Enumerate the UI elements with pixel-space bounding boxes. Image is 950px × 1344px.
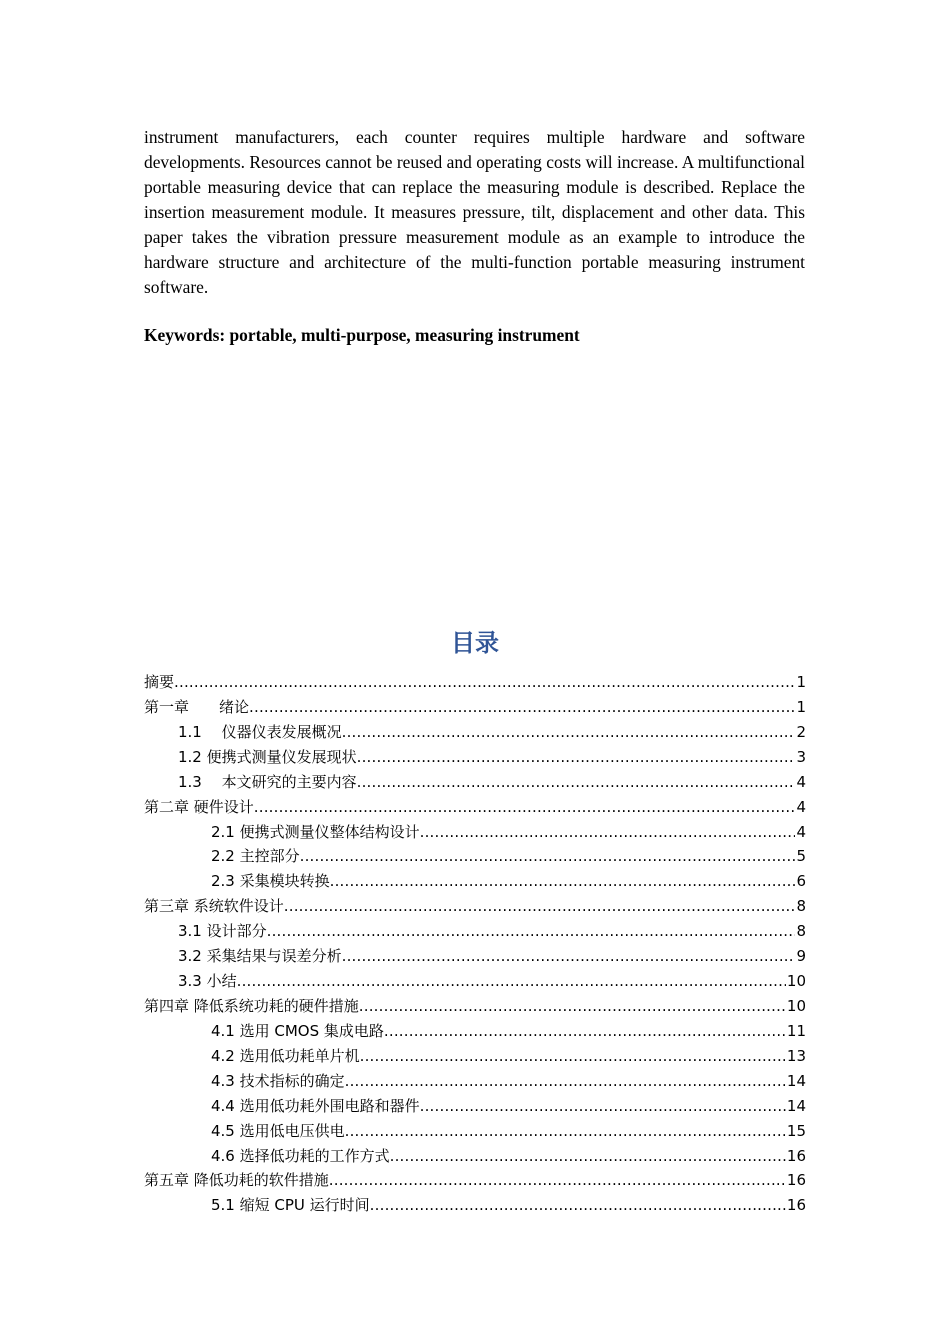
toc-entry[interactable] bbox=[144, 969, 806, 994]
toc-entry-label: 5.1 缩短 CPU 运行时间 bbox=[211, 1196, 370, 1215]
toc-entry[interactable] bbox=[144, 820, 806, 845]
abstract-paragraph: instrument manufacturers, each counter requires multiple hardware and software developments. Resources cannot be reused and operating costs will increase. A multifunctional portable measuring device that can replace the measuring module is described. Replace the insertion measurement module. It measures pressure, tilt, displacement and other data. This paper takes the vibration pressure measurement module as an example to introduce the hardware structure and architecture of the multi-function portable measuring instrument software. bbox=[144, 127, 805, 297]
toc-entry-page-number: 8 bbox=[796, 922, 806, 941]
toc-entry[interactable] bbox=[144, 795, 806, 820]
toc-entry-page-number: 4 bbox=[796, 772, 806, 791]
toc-entry-label: 第四章 降低系统功耗的硬件措施 bbox=[144, 996, 359, 1015]
toc-entry[interactable] bbox=[144, 1168, 806, 1193]
keywords-line: Keywords: portable, multi-purpose, measuring instrument bbox=[144, 325, 580, 345]
toc-dot-leader bbox=[284, 894, 796, 919]
toc-entry-label: 2.2 主控部分 bbox=[211, 847, 300, 866]
toc-dot-leader bbox=[357, 745, 796, 770]
toc-entry-page-number: 10 bbox=[786, 972, 806, 991]
toc-entry[interactable] bbox=[144, 1044, 806, 1069]
toc-entry-label: 3.3 小结 bbox=[178, 972, 237, 991]
toc-dot-leader bbox=[345, 1069, 786, 1094]
toc-entry-label: 4.5 选用低电压供电 bbox=[211, 1121, 345, 1140]
toc-entry-page-number: 4 bbox=[796, 797, 806, 816]
toc-dot-leader bbox=[370, 1193, 786, 1218]
toc-dot-leader bbox=[342, 944, 796, 969]
toc-entry-page-number: 5 bbox=[796, 847, 806, 866]
toc-entry[interactable] bbox=[144, 1069, 806, 1094]
table-of-contents bbox=[144, 670, 806, 1218]
toc-dot-leader bbox=[174, 670, 795, 695]
toc-dot-leader bbox=[330, 869, 796, 894]
toc-dot-leader bbox=[390, 1144, 786, 1169]
toc-entry-label: 4.4 选用低功耗外围电路和器件 bbox=[211, 1096, 420, 1115]
toc-entry-label: 4.1 选用 CMOS 集成电路 bbox=[211, 1021, 384, 1040]
toc-entry-page-number: 11 bbox=[786, 1021, 806, 1040]
toc-entry-label: 1.3 本文研究的主要内容 bbox=[178, 772, 357, 791]
toc-entry[interactable] bbox=[144, 844, 806, 869]
toc-entry-page-number: 15 bbox=[786, 1121, 806, 1140]
toc-entry[interactable] bbox=[144, 745, 806, 770]
toc-entry[interactable] bbox=[144, 1193, 806, 1218]
toc-dot-leader bbox=[345, 1119, 786, 1144]
toc-entry-label: 第一章 绪论 bbox=[144, 697, 250, 716]
toc-entry-label: 1.1 仪器仪表发展概况 bbox=[178, 722, 342, 741]
toc-entry-page-number: 8 bbox=[796, 897, 806, 916]
toc-dot-leader bbox=[254, 795, 796, 820]
toc-dot-leader bbox=[384, 1019, 786, 1044]
toc-dot-leader bbox=[237, 969, 786, 994]
toc-entry[interactable] bbox=[144, 695, 806, 720]
toc-entry[interactable] bbox=[144, 1094, 806, 1119]
toc-entry[interactable] bbox=[144, 994, 806, 1019]
toc-entry[interactable] bbox=[144, 869, 806, 894]
toc-title: 目录 bbox=[451, 629, 499, 657]
toc-entry[interactable] bbox=[144, 670, 806, 695]
toc-entry-page-number: 16 bbox=[786, 1171, 806, 1190]
toc-entry[interactable] bbox=[144, 1019, 806, 1044]
toc-dot-leader bbox=[249, 695, 795, 720]
toc-entry[interactable] bbox=[144, 1119, 806, 1144]
toc-entry[interactable] bbox=[144, 720, 806, 745]
toc-entry-page-number: 16 bbox=[786, 1146, 806, 1165]
toc-entry-label: 4.3 技术指标的确定 bbox=[211, 1071, 345, 1090]
toc-dot-leader bbox=[420, 820, 796, 845]
toc-entry-page-number: 1 bbox=[796, 697, 806, 716]
toc-entry-page-number: 10 bbox=[786, 996, 806, 1015]
toc-entry-label: 3.2 采集结果与误差分析 bbox=[178, 947, 342, 966]
toc-entry-label: 第五章 降低功耗的软件措施 bbox=[144, 1171, 329, 1190]
toc-entry-page-number: 4 bbox=[796, 822, 806, 841]
toc-entry[interactable] bbox=[144, 1144, 806, 1169]
toc-dot-leader bbox=[420, 1094, 786, 1119]
toc-entry[interactable] bbox=[144, 919, 806, 944]
toc-entry[interactable] bbox=[144, 770, 806, 795]
toc-entry-page-number: 13 bbox=[786, 1046, 806, 1065]
toc-entry-page-number: 9 bbox=[796, 947, 806, 966]
toc-entry-page-number: 3 bbox=[796, 747, 806, 766]
toc-dot-leader bbox=[329, 1168, 786, 1193]
toc-entry-label: 第三章 系统软件设计 bbox=[144, 897, 284, 916]
toc-entry-page-number: 6 bbox=[796, 872, 806, 891]
toc-entry-label: 2.3 采集模块转换 bbox=[211, 872, 330, 891]
toc-entry-label: 4.6 选择低功耗的工作方式 bbox=[211, 1146, 390, 1165]
toc-entry-label: 摘要 bbox=[144, 673, 175, 691]
toc-dot-leader bbox=[360, 1044, 786, 1069]
toc-entry[interactable] bbox=[144, 944, 806, 969]
toc-entry-page-number: 14 bbox=[786, 1071, 806, 1090]
toc-dot-leader bbox=[357, 770, 796, 795]
toc-dot-leader bbox=[300, 844, 796, 869]
toc-entry-label: 4.2 选用低功耗单片机 bbox=[211, 1046, 360, 1065]
toc-entry-page-number: 16 bbox=[786, 1196, 806, 1215]
toc-entry-page-number: 2 bbox=[796, 722, 806, 741]
toc-entry[interactable] bbox=[144, 894, 806, 919]
toc-entry-page-number: 14 bbox=[786, 1096, 806, 1115]
toc-entry-label: 3.1 设计部分 bbox=[178, 922, 267, 941]
toc-entry-page-number: 1 bbox=[796, 673, 806, 691]
toc-dot-leader bbox=[342, 720, 796, 745]
toc-entry-label: 2.1 便携式测量仪整体结构设计 bbox=[211, 822, 420, 841]
toc-entry-label: 第二章 硬件设计 bbox=[144, 797, 254, 816]
toc-entry-label: 1.2 便携式测量仪发展现状 bbox=[178, 747, 357, 766]
toc-dot-leader bbox=[359, 994, 786, 1019]
toc-dot-leader bbox=[267, 919, 796, 944]
